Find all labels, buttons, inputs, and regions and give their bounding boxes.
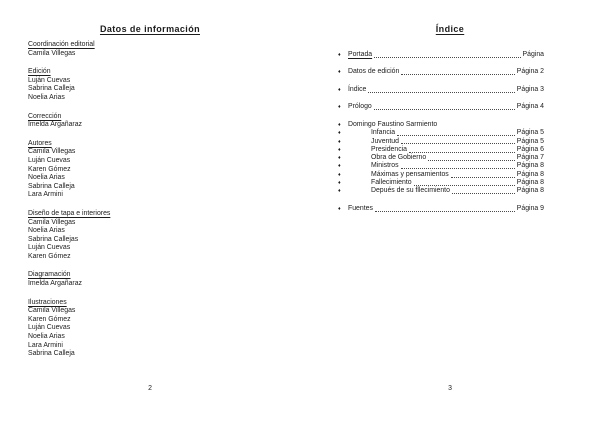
credits-section-names xyxy=(28,148,273,200)
credits-section xyxy=(28,271,273,288)
bullet-diamond-icon: ♦ xyxy=(338,69,341,76)
toc-entry-label: Índice xyxy=(348,85,367,93)
credits-section xyxy=(28,299,273,359)
toc-entry-label: Juventud xyxy=(371,137,399,145)
credits-section-heading: Coordinación editorial xyxy=(28,41,95,48)
person-name: Camila Villegas xyxy=(28,49,76,57)
toc-entry xyxy=(338,162,544,170)
toc-entry xyxy=(338,103,544,111)
credits-section-names xyxy=(28,77,273,103)
dotted-leader xyxy=(401,143,515,144)
toc-entry-page: Página 6 xyxy=(516,145,544,153)
person-name: Camila Villegas xyxy=(28,148,76,156)
person-name: Camila Villegas xyxy=(28,218,76,226)
dotted-leader xyxy=(397,135,515,136)
person-name: Imelda Argañaraz xyxy=(28,280,83,288)
person-name: Sabrina Calleja xyxy=(28,182,75,190)
dotted-leader xyxy=(401,168,515,169)
credits-page-title: Datos de información xyxy=(99,24,200,34)
toc-entry-page: Página 3 xyxy=(516,85,544,93)
bullet-diamond-icon: ♦ xyxy=(338,52,341,58)
person-name: Noelia Arias xyxy=(28,333,65,341)
toc-entry-label: Prólogo xyxy=(348,103,372,111)
index-page-title: Índice xyxy=(435,24,465,34)
bullet-diamond-icon: ♦ xyxy=(338,104,341,111)
toc-entry xyxy=(338,68,544,76)
credits-sections xyxy=(28,41,273,369)
person-name: Lara Armini xyxy=(28,341,63,349)
bullet-diamond-icon: ♦ xyxy=(338,188,341,195)
credits-section xyxy=(28,140,273,200)
toc-entry-page: Página xyxy=(522,51,544,58)
credits-section xyxy=(28,68,273,102)
credits-section-heading: Corrección xyxy=(28,112,62,120)
person-name: Luján Cuevas xyxy=(28,244,71,252)
bullet-diamond-icon: ♦ xyxy=(338,155,341,162)
bullet-diamond-icon: ♦ xyxy=(338,138,341,145)
toc-entry xyxy=(338,187,544,195)
dotted-leader xyxy=(414,185,515,186)
toc-entry-page: Página 5 xyxy=(516,129,544,137)
toc-entry xyxy=(338,138,544,146)
toc-entry-label: Domingo Faustino Sarmiento xyxy=(348,120,438,128)
toc-entry-page: Página 9 xyxy=(516,204,544,212)
toc-entry xyxy=(338,86,544,94)
credits-section xyxy=(28,210,273,262)
credits-page-number: 2 xyxy=(148,385,152,392)
dotted-leader xyxy=(401,74,514,75)
toc-entry-label: Fallecimiento xyxy=(371,179,412,187)
dotted-leader xyxy=(428,160,515,161)
toc-entry-page: Página 8 xyxy=(516,170,544,178)
toc-entry-page: Página 7 xyxy=(516,154,544,162)
person-name: Karen Gómez xyxy=(28,315,71,323)
credits-section-heading: Diagramación xyxy=(28,271,71,279)
credits-section-names xyxy=(28,280,273,289)
credits-section-names xyxy=(28,50,273,59)
index-page xyxy=(300,0,600,424)
toc-entry xyxy=(338,51,544,59)
person-name: Sabrina Callejas xyxy=(28,235,79,243)
toc-entry-page: Página 8 xyxy=(516,187,544,195)
person-name: Karen Gómez xyxy=(28,165,71,173)
toc-entry-page: Página 8 xyxy=(516,179,544,187)
credits-section-names xyxy=(28,121,273,130)
person-name: Lara Armini xyxy=(28,191,63,199)
person-name: Imelda Argañaraz xyxy=(28,121,83,129)
toc-entry-label: Datos de edición xyxy=(348,68,400,76)
index-page-number: 3 xyxy=(448,385,452,392)
person-name: Karen Gómez xyxy=(28,252,71,260)
dotted-leader xyxy=(374,57,520,58)
person-name: Noelia Arias xyxy=(28,227,65,235)
credits-section-heading: Ilustraciones xyxy=(28,298,67,306)
credits-section-names xyxy=(28,219,273,262)
person-name: Sabrina Calleja xyxy=(28,350,75,358)
bullet-diamond-icon: ♦ xyxy=(338,86,341,93)
person-name: Camila Villegas xyxy=(28,307,76,315)
person-name: Noelia Arias xyxy=(28,93,65,101)
toc-entry-page: Página 4 xyxy=(516,103,544,111)
dotted-leader xyxy=(375,211,515,212)
toc-entry xyxy=(338,205,544,213)
toc-entry-label: Ministros xyxy=(371,162,399,170)
toc-entry xyxy=(338,129,544,137)
toc-entry-page: Página 2 xyxy=(516,68,544,76)
credits-section-heading: Edición xyxy=(28,68,51,76)
bullet-diamond-icon: ♦ xyxy=(338,171,341,178)
toc-entry-label: Portada xyxy=(348,51,373,58)
dotted-leader xyxy=(452,193,515,194)
bullet-diamond-icon: ♦ xyxy=(338,130,341,137)
dotted-leader xyxy=(451,177,515,178)
toc-entry-label: Infancia xyxy=(371,129,396,137)
toc-entry xyxy=(338,154,544,162)
credits-section-heading: Diseño de tapa e interiores xyxy=(28,209,111,217)
credits-section xyxy=(28,113,273,130)
toc-entry xyxy=(338,146,544,154)
bullet-diamond-icon: ♦ xyxy=(338,163,341,170)
toc-entry-label: Máximas y pensamientos xyxy=(371,170,449,178)
credits-section-names xyxy=(28,307,273,359)
toc-entry-page: Página 5 xyxy=(516,137,544,145)
toc-entry xyxy=(338,171,544,179)
toc-entry-label: Presidencia xyxy=(371,145,408,153)
person-name: Sabrina Calleja xyxy=(28,85,75,93)
toc-entry-page: Página 8 xyxy=(516,162,544,170)
person-name: Luján Cuevas xyxy=(28,156,71,164)
person-name: Luján Cuevas xyxy=(28,76,71,84)
credits-section xyxy=(28,41,273,58)
bullet-diamond-icon: ♦ xyxy=(338,146,341,153)
toc-entry-label: Obra de Gobierno xyxy=(371,154,427,162)
toc-entry xyxy=(338,121,544,129)
toc-entry-label: Fuentes xyxy=(348,204,373,212)
person-name: Luján Cuevas xyxy=(28,324,71,332)
bullet-diamond-icon: ♦ xyxy=(338,205,341,212)
toc-entry xyxy=(338,179,544,187)
person-name: Noelia Arias xyxy=(28,174,65,182)
credits-section-heading: Autores xyxy=(28,139,52,147)
dotted-leader xyxy=(409,152,515,153)
toc-entry-label: Depués de su fllecimiento xyxy=(371,187,450,195)
bullet-diamond-icon: ♦ xyxy=(338,121,341,128)
bullet-diamond-icon: ♦ xyxy=(338,180,341,187)
dotted-leader xyxy=(368,92,514,93)
toc-list xyxy=(338,51,544,213)
dotted-leader xyxy=(374,109,515,110)
